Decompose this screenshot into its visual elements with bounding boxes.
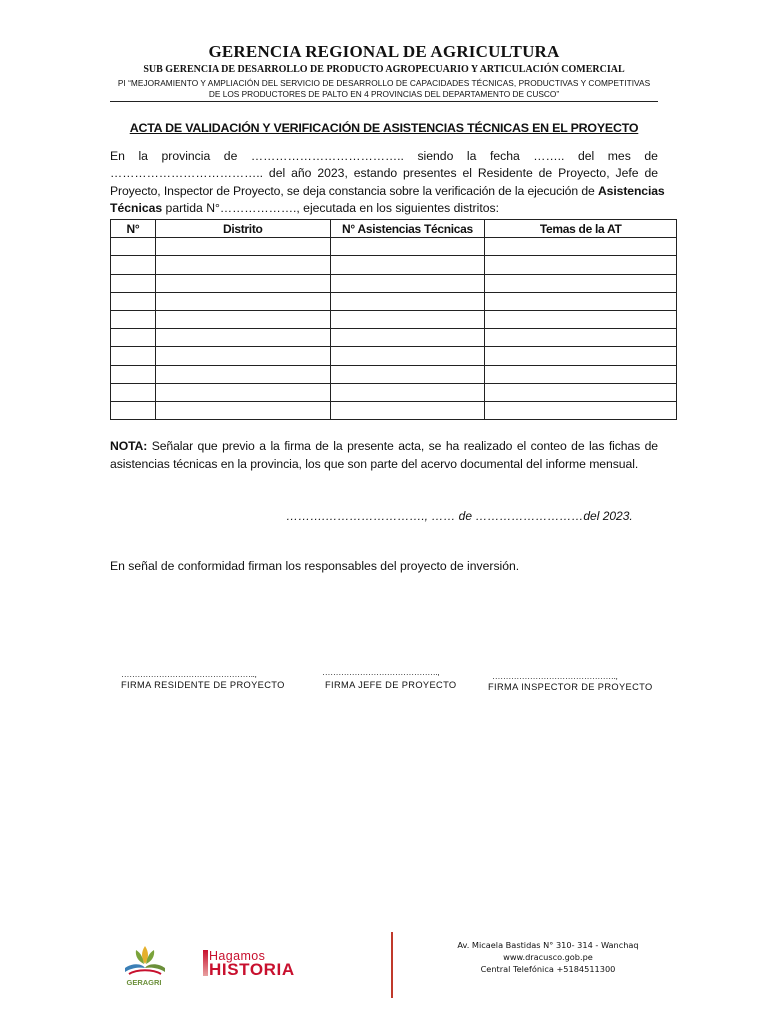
table-cell[interactable] <box>155 238 330 256</box>
column-header-assistances: N° Asistencias Técnicas <box>330 220 485 238</box>
signature-line-inspector[interactable]: ………………………………………., <box>492 671 618 681</box>
nota-line-2: asistencias técnicas en la provincia, los que son parte del acervo documental del informe mensual. <box>110 457 639 471</box>
body-word: ……………………………….. <box>250 149 404 163</box>
table-row <box>111 274 677 292</box>
document-title: ACTA DE VALIDACIÓN Y VERIFICACIÓN DE ASISTENCIAS TÉCNICAS EN EL PROYECTO <box>129 121 639 135</box>
signature-label-inspector: FIRMA INSPECTOR DE PROYECTO <box>488 682 653 692</box>
table-cell[interactable] <box>485 401 677 419</box>
signature-line-jefe[interactable]: ……………………………………., <box>322 667 440 677</box>
geragri-logo <box>119 942 171 978</box>
table-cell[interactable] <box>330 329 485 347</box>
body-word: fecha <box>489 149 520 163</box>
table-cell[interactable] <box>155 310 330 328</box>
table-cell[interactable] <box>111 365 156 383</box>
footer-website[interactable]: www.dracusco.gob.pe <box>503 952 593 962</box>
table-row <box>111 401 677 419</box>
table-cell[interactable] <box>155 347 330 365</box>
body-line-3 <box>110 182 665 200</box>
signature-line-residente[interactable]: ………………………………………….., <box>121 669 257 679</box>
signature-label-jefe: FIRMA JEFE DE PROYECTO <box>325 680 457 690</box>
nota-line-1 <box>110 437 658 455</box>
table-cell[interactable] <box>330 365 485 383</box>
table-cell[interactable] <box>111 383 156 401</box>
body-line-4 <box>110 199 658 217</box>
table-row <box>111 329 677 347</box>
geragri-emblem-icon <box>119 942 171 978</box>
body-text: partida N°………………., ejecutada en los siguientes distritos: <box>162 201 499 215</box>
body-text: Proyecto, Inspector de Proyecto, se deja constancia sobre la verificación de la ejecución de <box>110 184 598 198</box>
table-cell[interactable] <box>155 274 330 292</box>
table-cell[interactable] <box>111 347 156 365</box>
body-word: siendo <box>417 149 454 163</box>
header-divider <box>110 101 658 102</box>
table-cell[interactable] <box>330 292 485 310</box>
column-header-district: Distrito <box>155 220 330 238</box>
header-project-line-1: PI “MEJORAMIENTO Y AMPLIACIÓN DEL SERVICIO DE DESARROLLO DE CAPACIDADES TÉCNICAS, PRODUCTIVAS Y COMPETITIVAS <box>117 78 651 88</box>
table-row <box>111 347 677 365</box>
footer-address: Av. Micaela Bastidas N° 310- 314 - Wanchaq <box>457 940 639 950</box>
body-line-2: ……………………………….. del año 2023, estando presentes el Residente de Proyecto, Jefe de <box>110 166 658 180</box>
body-word: provincia <box>161 149 211 163</box>
footer-phone: Central Telefónica +5184511300 <box>480 964 616 974</box>
nota-label: NOTA: <box>110 439 148 453</box>
body-word: la <box>466 149 477 163</box>
geragri-logo-text: GERAGRI <box>126 978 162 987</box>
table-cell[interactable] <box>111 329 156 347</box>
table-cell[interactable] <box>485 256 677 274</box>
table-cell[interactable] <box>111 256 156 274</box>
table-cell[interactable] <box>155 383 330 401</box>
body-emphasis: Asistencias <box>597 184 665 198</box>
table-cell[interactable] <box>330 383 485 401</box>
header-title: GERENCIA REGIONAL DE AGRICULTURA <box>208 42 560 61</box>
header-project-line-2: DE LOS PRODUCTORES DE PALTO EN 4 PROVINCIAS DEL DEPARTAMENTO DE CUSCO” <box>208 89 560 99</box>
nota-text: Señalar que previo a la firma de la presente acta, se ha realizado el conteo de las fichas de <box>147 439 658 453</box>
table-cell[interactable] <box>155 329 330 347</box>
column-header-number: N° <box>111 220 156 238</box>
table-cell[interactable] <box>485 347 677 365</box>
hagamos-logo-top: Hagamos <box>209 949 266 963</box>
districts-table <box>110 219 677 420</box>
table-cell[interactable] <box>155 292 330 310</box>
table-cell[interactable] <box>111 401 156 419</box>
header-subtitle: SUB GERENCIA DE DESARROLLO DE PRODUCTO AGROPECUARIO Y ARTICULACIÓN COMERCIAL <box>143 64 625 75</box>
table-row <box>111 365 677 383</box>
table-cell[interactable] <box>155 401 330 419</box>
table-cell[interactable] <box>330 310 485 328</box>
table-cell[interactable] <box>330 347 485 365</box>
body-word: la <box>138 149 148 163</box>
table-cell[interactable] <box>485 365 677 383</box>
hagamos-logo-bottom: HISTORIA <box>209 960 295 979</box>
table-row <box>111 292 677 310</box>
body-word: de <box>644 149 658 163</box>
table-cell[interactable] <box>111 310 156 328</box>
date-line[interactable]: ……….……………………., …… de ………………………del 2023. <box>286 509 633 523</box>
table-row <box>111 383 677 401</box>
table-header-row <box>111 220 677 238</box>
table-cell[interactable] <box>485 292 677 310</box>
table-cell[interactable] <box>330 274 485 292</box>
table-cell[interactable] <box>111 238 156 256</box>
table-cell[interactable] <box>485 238 677 256</box>
body-word: de <box>223 149 238 163</box>
body-line-1 <box>110 147 658 165</box>
table-cell[interactable] <box>485 310 677 328</box>
body-word: mes <box>607 149 631 163</box>
table-cell[interactable] <box>111 292 156 310</box>
body-word: del <box>577 149 595 163</box>
table-row <box>111 310 677 328</box>
signature-label-residente: FIRMA RESIDENTE DE PROYECTO <box>121 680 285 690</box>
column-header-topics: Temas de la AT <box>485 220 677 238</box>
table-cell[interactable] <box>485 329 677 347</box>
table-cell[interactable] <box>330 256 485 274</box>
table-cell[interactable] <box>330 238 485 256</box>
table-cell[interactable] <box>485 383 677 401</box>
body-word: En <box>110 149 125 163</box>
conformity-statement: En señal de conformidad firman los responsables del proyecto de inversión. <box>110 559 520 573</box>
table-cell[interactable] <box>155 365 330 383</box>
table-cell[interactable] <box>111 274 156 292</box>
table-cell[interactable] <box>155 256 330 274</box>
body-word: …….. <box>533 149 565 163</box>
hagamos-logo-mark <box>203 950 208 976</box>
footer-divider <box>391 932 393 998</box>
table-row <box>111 256 677 274</box>
table-row <box>111 238 677 256</box>
body-emphasis: Técnicas <box>110 201 163 215</box>
table-cell[interactable] <box>485 274 677 292</box>
table-cell[interactable] <box>330 401 485 419</box>
